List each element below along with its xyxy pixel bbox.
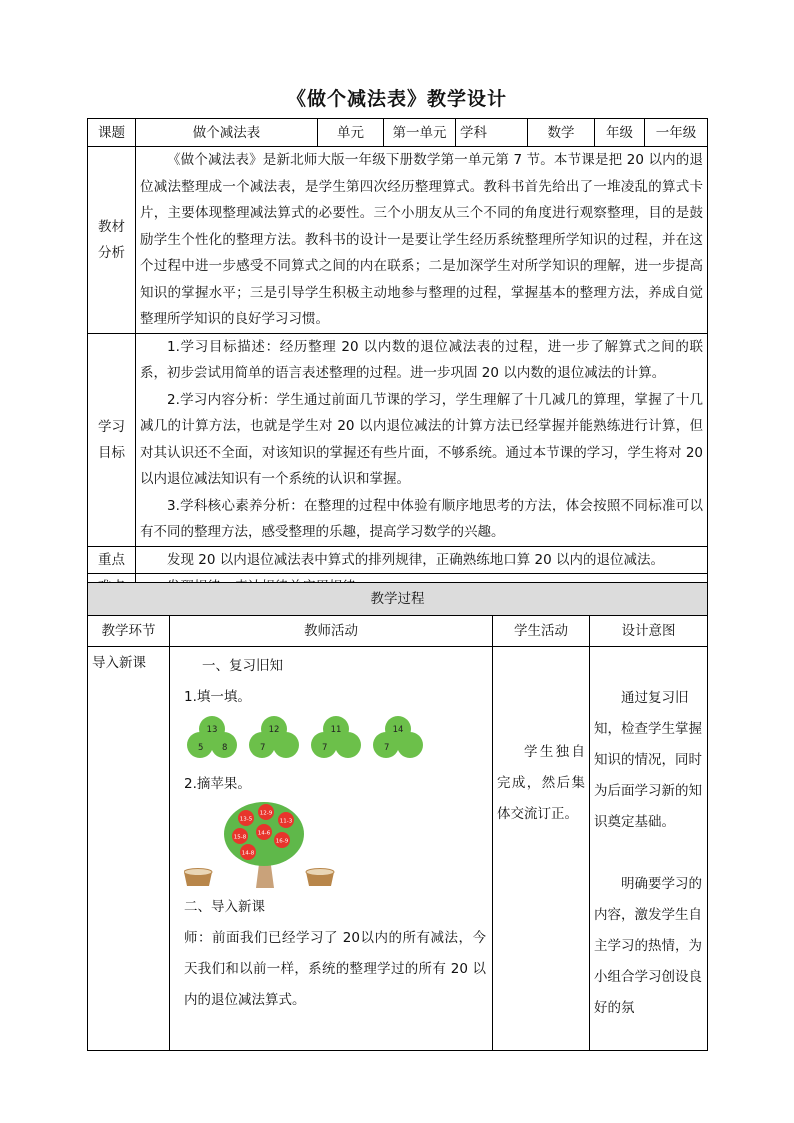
clover-number[interactable]: 8 bbox=[222, 743, 228, 753]
clover-4 bbox=[373, 716, 423, 758]
clover-number[interactable]: 11 bbox=[330, 725, 342, 735]
clover-1 bbox=[187, 716, 237, 758]
apple-expression: 11-3 bbox=[279, 818, 293, 825]
analysis-cell bbox=[136, 147, 708, 334]
clover-number[interactable]: 7 bbox=[322, 743, 328, 753]
fill-label: 1.填一填。 bbox=[184, 689, 251, 705]
apple-label: 2.摘苹果。 bbox=[184, 776, 251, 792]
student-activity: 学生独自完成，然后集体交流订正。 bbox=[497, 744, 585, 822]
col-intent: 设计意图 bbox=[590, 616, 708, 647]
unit-label: 单元 bbox=[318, 119, 384, 147]
clover-leaf bbox=[273, 732, 299, 758]
intro-text: 师：前面我们已经学习了 20以内的所有减法，今天我们和以前一样，系统的整理学过的所有 20 以内的退位减法算式。 bbox=[184, 930, 486, 1008]
analysis-label-text: 教材分析 bbox=[98, 218, 125, 261]
grade-value: 一年级 bbox=[645, 119, 708, 147]
topic-label: 课题 bbox=[88, 119, 136, 147]
clover-number[interactable]: 5 bbox=[198, 743, 204, 753]
clover-number[interactable]: 7 bbox=[260, 743, 266, 753]
stage-label: 导入新课 bbox=[92, 655, 146, 671]
key-point-text: 发现 20 以内退位减法表中算式的排列规律，正确熟练地口算 20 以内的退位减法。 bbox=[167, 551, 665, 568]
intent-2: 明确要学习的内容，激发学生自主学习的热情，为小组合学习创设良好的氛 bbox=[594, 876, 702, 1016]
intent-cell bbox=[590, 647, 708, 1051]
goals-cell bbox=[136, 333, 708, 546]
teacher-cell bbox=[170, 647, 493, 1051]
info-table bbox=[87, 118, 708, 602]
col-stage: 教学环节 bbox=[88, 616, 170, 647]
apple-expression: 14-6 bbox=[257, 830, 271, 837]
intro-title: 二、导入新课 bbox=[184, 899, 265, 915]
apple-expression: 14-8 bbox=[241, 850, 255, 857]
col-teacher: 教师活动 bbox=[170, 616, 493, 647]
process-table bbox=[87, 582, 708, 1051]
key-point-cell bbox=[136, 546, 708, 574]
basket-rim bbox=[306, 869, 334, 876]
process-header: 教学过程 bbox=[88, 583, 708, 616]
analysis-label bbox=[88, 147, 136, 334]
key-point-label: 重点 bbox=[88, 546, 136, 574]
document-title: 《做个减法表》教学设计 bbox=[286, 88, 507, 110]
basket-rim bbox=[184, 869, 212, 876]
stage-cell bbox=[88, 647, 170, 1051]
clover-number[interactable]: 13 bbox=[206, 725, 218, 735]
apple-tree-illustration bbox=[184, 800, 344, 892]
unit-value: 第一单元 bbox=[384, 119, 456, 147]
goal-item-2: 2.学习内容分析：学生通过前面几节课的学习，学生理解了十几减几的算理，掌握了十几减几的计算方法，也就是学生对 20 以内退位减法的计算方法已经掌握并能熟练进行计算，但对其认识还不全面，对该知识的掌握还有些片面，不够系统。通过本节课的学习，学生将对 20 以内退位减法知识有一个系统的认识和掌握。 bbox=[140, 391, 703, 487]
apple-expression: 13-5 bbox=[239, 816, 253, 823]
goal-item-1: 1.学习目标描述：经历整理 20 以内数的退位减法表的过程，进一步了解算式之间的联系，初步尝试用简单的语言表述整理的过程。进一步巩固 20 以内数的退位减法的计算。 bbox=[140, 338, 703, 381]
analysis-text: 《做个减法表》是新北师大版一年级下册数学第一单元第 7 节。本节课是把 20 以内的退位减法整理成一个减法表，是学生第四次经历整理算式。教科书首先给出了一堆凌乱的算式卡片，主要体现整理减法算式的必要性。三个小朋友从三个不同的角度进行观察整理，目的是鼓励学生个性化的整理方法。教科书的设计一是要让学生经历系统整理所学知识的过程，并在这个过程中进一步感受不同算式之间的内在联系；二是加深学生对所学知识的理解，进一步提高知识的掌握水平；三是引导学生积极主动地参与整理的过程，掌握基本的整理方法，养成自觉整理所学知识的良好学习习惯。 bbox=[140, 152, 703, 327]
goals-label-text: 学习目标 bbox=[98, 418, 125, 461]
col-student: 学生活动 bbox=[493, 616, 590, 647]
clover-leaf bbox=[397, 732, 423, 758]
clover-leaf bbox=[335, 732, 361, 758]
clover-number[interactable]: 12 bbox=[268, 725, 280, 735]
apple-expression: 16-9 bbox=[275, 838, 289, 845]
subject-value: 数学 bbox=[528, 119, 595, 147]
clover-number[interactable]: 7 bbox=[384, 743, 390, 753]
grade-label: 年级 bbox=[595, 119, 645, 147]
intent-1: 通过复习旧知，检查学生掌握知识的情况，同时为后面学习新的知识奠定基础。 bbox=[594, 690, 702, 830]
apple-expression: 15-8 bbox=[233, 834, 247, 841]
apple-expression: 12-9 bbox=[259, 810, 273, 817]
topic-value: 做个减法表 bbox=[136, 119, 318, 147]
goals-label bbox=[88, 333, 136, 546]
student-cell bbox=[493, 647, 590, 1051]
clover-number[interactable]: 14 bbox=[392, 725, 404, 735]
clover-2 bbox=[249, 716, 299, 758]
clover-illustrations bbox=[184, 713, 424, 765]
subject-label: 学科 bbox=[456, 119, 528, 147]
goal-item-3: 3.学科核心素养分析：在整理的过程中体验有顺序地思考的方法，体会按照不同标准可以有不同的整理方法，感受整理的乐趣，提高学习数学的兴趣。 bbox=[140, 497, 703, 540]
review-title: 一、复习旧知 bbox=[202, 658, 283, 674]
clover-3 bbox=[311, 716, 361, 758]
